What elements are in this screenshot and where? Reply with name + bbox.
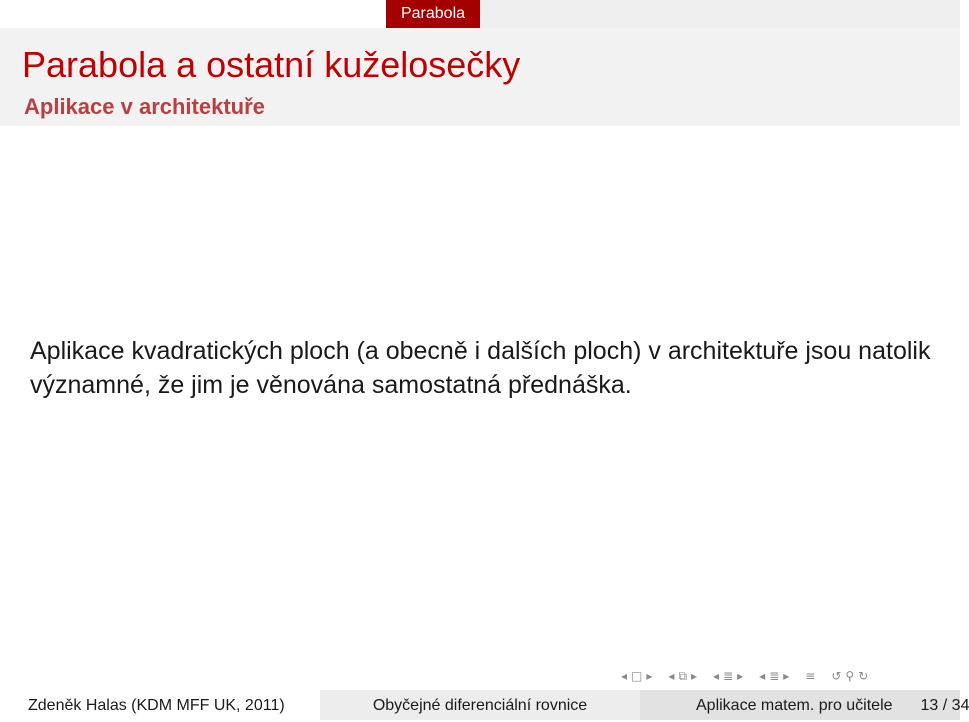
top-bar [0, 0, 960, 28]
page-number: 13 / 34 [920, 697, 969, 714]
nav-slide-back-icon[interactable]: ◂ [621, 669, 628, 683]
nav-redo-icon[interactable]: ↻ [858, 669, 869, 683]
frame-subtitle: Aplikace v architektuře [24, 94, 265, 119]
navigation-bar [620, 666, 869, 686]
footer [0, 690, 969, 720]
nav-slide-forward-icon[interactable]: ▸ [646, 669, 653, 683]
nav-document-icon[interactable]: ≡ [805, 669, 816, 683]
body-paragraph: Aplikace kvadratických ploch (a obecně i dalších ploch) v architektuře jsou natolik významné, že jim je věnována samostatná přednáška. [30, 337, 931, 399]
section-tab[interactable]: Parabola [386, 0, 480, 28]
nav-frame-forward-icon[interactable]: ▸ [691, 669, 698, 683]
nav-frame-icon[interactable]: ⧉ [678, 669, 688, 683]
nav-find-icon[interactable]: ⚲ [845, 669, 855, 683]
top-bar-right [480, 0, 960, 28]
nav-slide-icon[interactable]: □ [631, 669, 643, 683]
nav-section-back-icon[interactable]: ◂ [759, 669, 766, 683]
nav-section-icon[interactable]: ≣ [769, 669, 780, 683]
nav-search-icon[interactable]: ↺ [831, 669, 842, 683]
footer-author: Zdeněk Halas (KDM MFF UK, 2011) [0, 690, 320, 720]
nav-frame-back-icon[interactable]: ◂ [668, 669, 675, 683]
nav-subsection-icon[interactable]: ≣ [723, 669, 734, 683]
nav-section-forward-icon[interactable]: ▸ [783, 669, 790, 683]
frame-title: Parabola a ostatní kuželosečky [22, 44, 521, 85]
footer-right [640, 690, 969, 720]
nav-subsection-forward-icon[interactable]: ▸ [737, 669, 744, 683]
footer-short-title: Aplikace matem. pro učitele [696, 697, 893, 714]
nav-subsection-back-icon[interactable]: ◂ [713, 669, 720, 683]
footer-title: Obyčejné diferenciální rovnice [320, 690, 640, 720]
